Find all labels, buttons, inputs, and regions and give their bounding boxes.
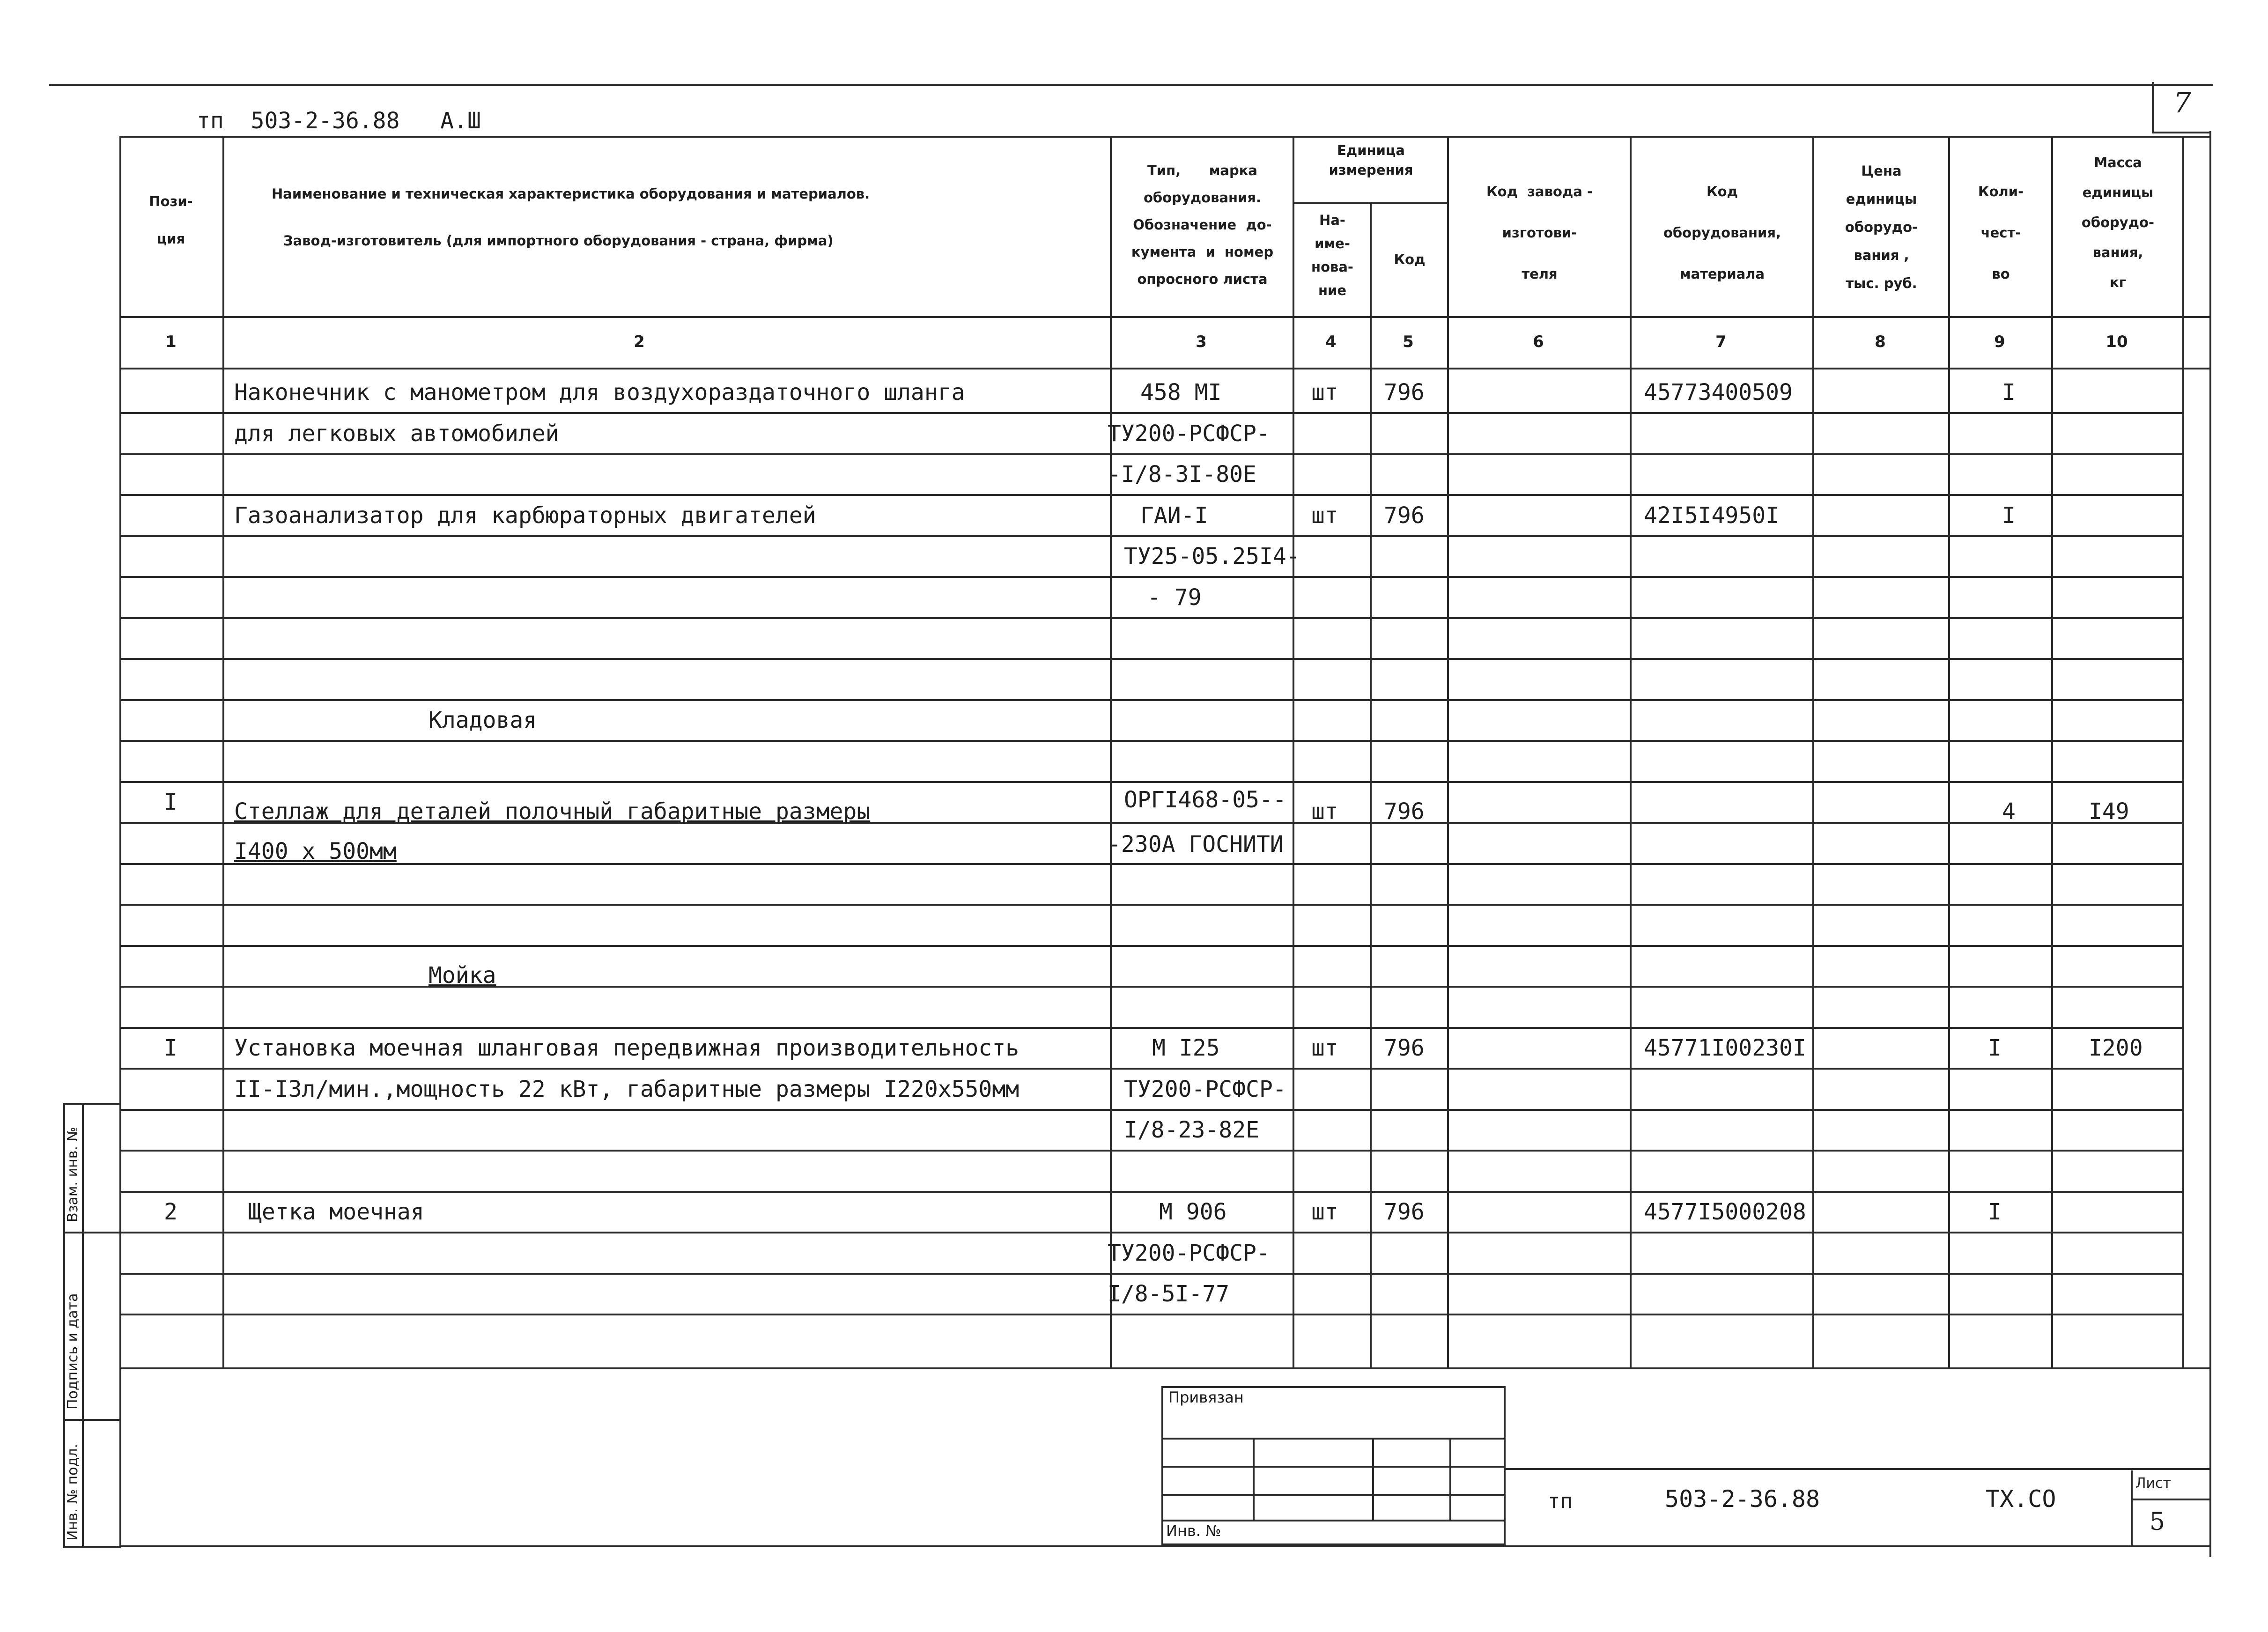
item-unit: шт [1311,798,1338,825]
col-line-10 [2182,136,2184,1367]
header-factory-code: Код завода - изготови- теля [1486,184,1593,282]
side-label-inv-podl: Инв. № подл. [65,1444,81,1541]
row-line [119,617,2182,619]
row-line [119,1068,2182,1070]
header-unit-name: На- име- нова- ние [1311,212,1353,298]
row-line [119,1232,2182,1233]
numbers-bottom-line [119,368,2210,369]
item-type: ТУ200-РСФСР- [1108,421,1270,447]
top-code: тп 503-2-36.88 А.Ш [197,108,481,134]
header-mass: Масса единицы оборудо- вания, кг [2081,155,2155,290]
row-line [119,658,2182,660]
col-line-2 [1110,136,1112,1367]
right-frame-line [2209,131,2211,1557]
col-number: 1 [165,332,177,351]
item-type: I/8-23-82Е [1124,1117,1259,1143]
col-number: 8 [1875,332,1886,351]
list-value: 5 [2150,1508,2165,1536]
row-line [119,1150,2182,1152]
header-manufacturer: Завод-изготовитель (для импортного оборудования - страна, фирма) [283,233,834,249]
item-name: Стеллаж для деталей полочный габаритные размеры [234,798,871,825]
item-type: I/8-5I-77 [1108,1281,1230,1307]
col-number: 4 [1325,332,1337,351]
item-name: I400 х 500мм [234,838,397,864]
row-line [119,1314,2182,1315]
row-line [119,1027,2182,1029]
row-line [119,945,2182,947]
item-quantity: I [2002,502,2016,529]
side-stamp-divider [82,1103,84,1548]
stamp-vline [1449,1438,1451,1520]
stamp-line [1161,1438,1506,1440]
frame-bottom-line [119,1545,2210,1547]
item-type: -I/8-3I-80Е [1108,461,1256,487]
item-quantity: I [1988,1199,2002,1225]
item-type: ТУ200-РСФСР- [1124,1076,1286,1102]
row-line [119,740,2182,742]
item-type: ТУ200-РСФСР- [1108,1240,1270,1266]
item-type: 458 МI [1140,379,1222,406]
item-unit: шт [1311,1199,1338,1225]
item-unit-code: 796 [1384,1035,1425,1061]
header-equipment-code: Код оборудования, материала [1663,184,1781,282]
row-line [119,1191,2182,1193]
header-price: Цена единицы оборудо- вания , тыс. руб. [1845,163,1918,291]
col-line-1 [222,136,224,1367]
row-line [119,863,2182,865]
item-type: ТУ25-05.25I4- [1124,543,1300,569]
title-tp: тп [1548,1489,1573,1513]
section-title: Мойка [428,962,496,989]
row-line [119,494,2182,496]
col-number: 7 [1715,332,1727,351]
stamp-line [1161,1466,1506,1468]
row-line [119,576,2182,578]
item-name: Наконечник с манометром для воздухораздаточного шланга [234,379,965,406]
item-mass: I49 [2089,798,2129,825]
header-type: Тип, марка оборудования. Обозначение до- кумента и номер опросного листа [1131,162,1274,287]
col-number: 6 [1533,332,1544,351]
col-line-9 [2051,136,2053,1367]
col-number: 3 [1196,332,1207,351]
item-type: -230А ГОСНИТИ [1108,831,1284,857]
item-name: для легковых автомобилей [234,421,559,447]
item-unit: шт [1311,379,1338,406]
item-name: Установка моечная шланговая передвижная производительность [234,1035,1019,1061]
item-position: I [164,1035,177,1061]
row-line [119,453,2182,455]
item-equipment-code: 45771I00230I [1644,1035,1806,1061]
stamp-vline [1372,1438,1374,1520]
item-unit-code: 796 [1384,502,1425,529]
header-unit: Единица измерения [1329,142,1413,178]
item-quantity: 4 [2002,798,2016,825]
item-unit-code: 796 [1384,1199,1425,1225]
item-type: ОРГI468-05-- [1124,787,1286,813]
col-line-5 [1447,136,1449,1367]
row-line [119,781,2182,783]
title-doc-code: 503-2-36.88 [1665,1485,1820,1513]
side-label-podpis: Подпись и дата [65,1293,81,1410]
inv-no-label: Инв. № [1166,1522,1221,1540]
title-block-line [1506,1468,2210,1470]
side-stamp-divider [63,1232,121,1233]
header-quantity: Коли- чест- во [1978,184,2024,282]
list-label: Лист [2135,1475,2172,1492]
col-number: 9 [1994,332,2005,351]
item-type: М 906 [1159,1199,1227,1225]
item-type: ГАИ-I [1140,502,1208,529]
item-mass: I200 [2089,1035,2143,1061]
col-line-6 [1630,136,1632,1367]
item-quantity: I [1988,1035,2002,1061]
stamp-line [1161,1520,1506,1521]
header-position: Пози- ция [149,193,193,247]
header-name: Наименование и техническая характеристика оборудования и материалов. [272,186,870,202]
item-unit-code: 796 [1384,798,1425,825]
row-line [119,699,2182,701]
section-title: Кладовая [428,707,537,733]
col-line-3 [1293,136,1294,1367]
item-type: - 79 [1147,584,1202,611]
row-line [119,535,2182,537]
table-top-line [119,136,2210,138]
list-box-line [2131,1499,2210,1500]
item-quantity: I [2002,379,2016,406]
item-unit-code: 796 [1384,379,1425,406]
col-line-7 [1812,136,1814,1367]
side-label-vzam: Взам. инв. № [65,1127,81,1222]
item-unit: шт [1311,1035,1338,1061]
stamp-vline [1253,1438,1255,1520]
row-line [119,1109,2182,1111]
col-number: 10 [2105,332,2128,351]
item-position: I [164,789,177,815]
item-position: 2 [164,1199,177,1225]
side-stamp-divider [63,1419,121,1421]
title-mark: ТХ.СО [1986,1485,2056,1513]
item-equipment-code: 4577I5000208 [1644,1199,1806,1225]
header-unit-code: Код [1394,251,1426,267]
col-number: 5 [1403,332,1414,351]
privyazan-label: Привязан [1168,1388,1244,1406]
col-line-8 [1948,136,1950,1367]
item-equipment-code: 45773400509 [1644,379,1793,406]
item-type: М I25 [1152,1035,1220,1061]
item-equipment-code: 42I5I4950I [1644,502,1779,529]
top-frame-line [49,84,2213,86]
item-name: Щетка моечная [248,1199,424,1225]
item-name: II-I3л/мин.,мощность 22 кВт, габаритные размеры I220х550мм [234,1076,1019,1102]
row-line [119,1273,2182,1275]
item-unit: шт [1311,502,1338,529]
col-number: 2 [634,332,645,351]
row-line [119,412,2182,414]
item-name: Газоанализатор для карбюраторных двигателей [234,502,816,529]
page-number: 7 [2173,87,2192,119]
table-bottom-line [119,1367,2210,1369]
stamp-line [1161,1494,1506,1496]
header-bottom-line [119,316,2210,318]
row-line [119,904,2182,906]
